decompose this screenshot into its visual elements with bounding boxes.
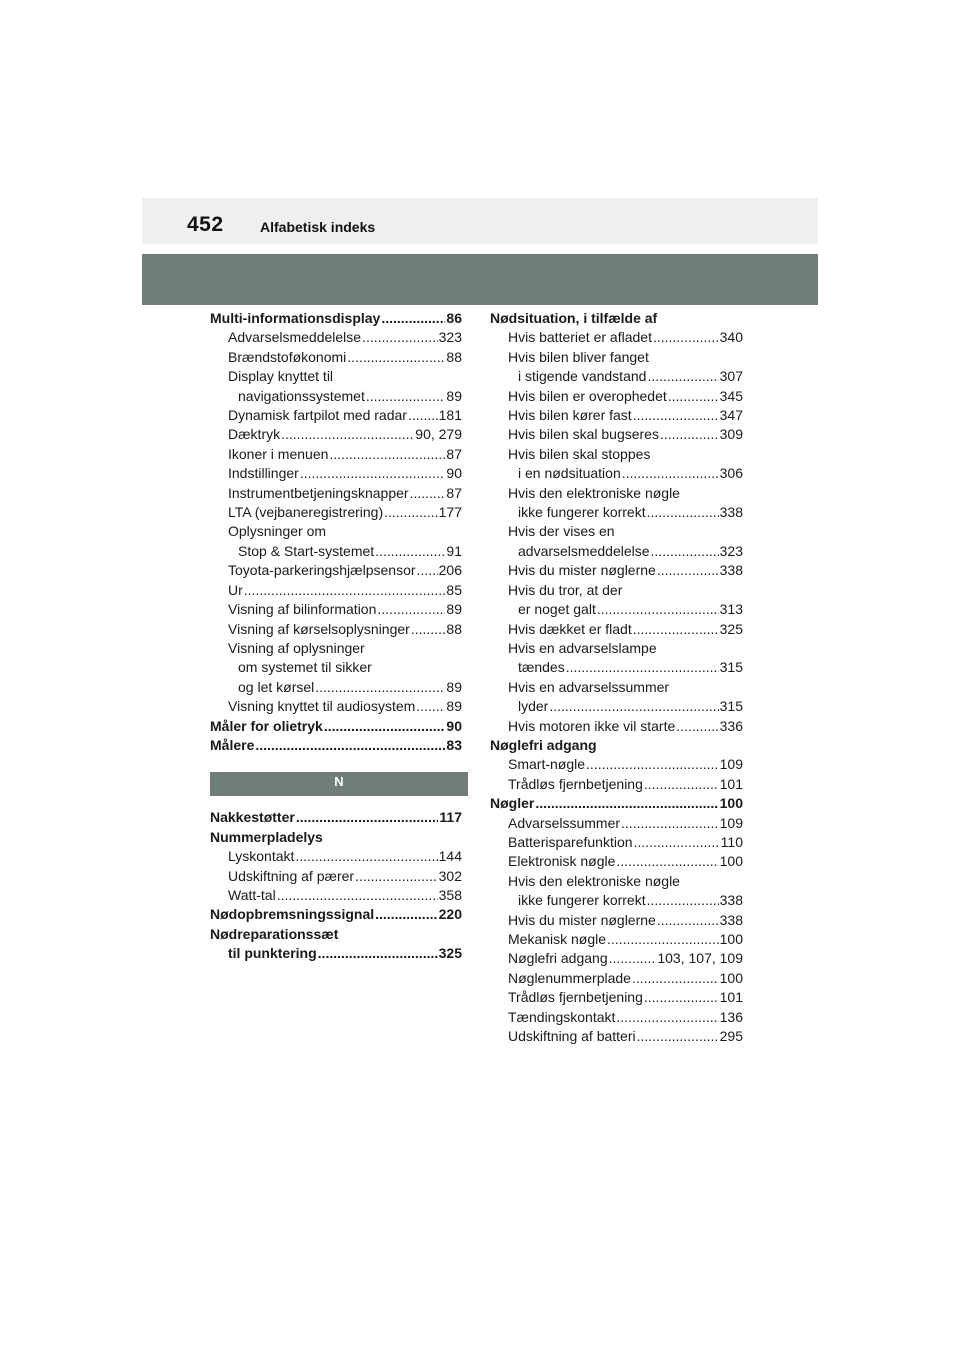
- index-entry: [210, 387, 462, 406]
- index-entry-label: Nøglefri adgang: [490, 736, 597, 753]
- dot-leader: [549, 697, 718, 716]
- dot-leader: [355, 867, 438, 886]
- index-entry-label: Visning af kørselsoplysninger: [228, 620, 410, 637]
- index-entry-label: ikke fungerer korrekt: [518, 504, 646, 521]
- index-entry-label: lyder: [518, 698, 549, 715]
- index-entry: [490, 852, 743, 871]
- dot-leader: [384, 503, 438, 522]
- index-entry-page: 340: [719, 329, 743, 346]
- index-entry: [210, 484, 462, 503]
- index-entry-label: Batterisparefunktion: [508, 833, 633, 850]
- index-entry: [210, 581, 462, 600]
- index-entry-page: 307: [719, 368, 743, 385]
- dot-leader: [607, 930, 719, 949]
- index-entry: [490, 639, 743, 658]
- index-entry: [210, 425, 462, 444]
- dot-leader: [347, 348, 445, 367]
- dot-leader: [566, 658, 719, 677]
- index-entry-page: 338: [719, 892, 743, 909]
- index-entry-page: 336: [719, 717, 743, 734]
- dot-leader: [616, 852, 718, 871]
- index-entry: [490, 833, 743, 852]
- dot-leader: [255, 736, 445, 755]
- dot-leader: [634, 833, 720, 852]
- dot-leader: [324, 717, 446, 736]
- index-entry-page: 323: [719, 542, 743, 559]
- index-entry-page: 338: [719, 504, 743, 521]
- dot-leader: [644, 775, 719, 794]
- index-entry: [490, 620, 743, 639]
- dot-leader: [535, 794, 718, 813]
- index-entry-label: Hvis den elektroniske nøgle: [508, 872, 680, 889]
- index-entry-page: 86: [446, 310, 462, 326]
- index-entry-label: Nødopbremsningssignal: [210, 906, 375, 923]
- index-entry-page: 109: [719, 814, 743, 831]
- index-entry-label: LTA (vejbaneregistrering): [228, 504, 384, 521]
- index-entry-label: Hvis en advarselslampe: [508, 639, 657, 656]
- index-entry-label: Hvis du mister nøglerne: [508, 911, 656, 928]
- dot-leader: [411, 620, 446, 639]
- index-entry-label: Advarselssummer: [508, 814, 621, 831]
- index-entry: [490, 717, 743, 736]
- index-entry: [210, 620, 462, 639]
- index-entry-label: Hvis du mister nøglerne: [508, 562, 656, 579]
- index-entry-label: Visning af oplysninger: [228, 639, 365, 656]
- index-entry: [210, 736, 462, 755]
- index-entry: [490, 736, 743, 755]
- index-entry-page: 358: [438, 886, 462, 903]
- dot-leader: [651, 542, 719, 561]
- index-entry: [210, 503, 462, 522]
- index-entry-page: 345: [719, 387, 743, 404]
- index-entry-label: Hvis bilen skal stoppes: [508, 445, 651, 462]
- index-column-left: [210, 309, 462, 964]
- index-entry-page: 325: [719, 620, 743, 637]
- index-entry: [490, 949, 743, 968]
- index-entry: [210, 678, 462, 697]
- index-entry: [490, 658, 743, 677]
- index-entry: [210, 309, 462, 328]
- dot-leader: [609, 949, 657, 968]
- index-entry-label: Udskiftning af pærer: [228, 867, 355, 884]
- dot-leader: [597, 600, 719, 619]
- index-entry-page: 100: [719, 795, 743, 812]
- index-entry-label: Nøgler: [490, 795, 535, 812]
- index-entry: [210, 348, 462, 367]
- index-entry: [490, 1027, 743, 1046]
- index-entry-label: Hvis bilen kører fast: [508, 407, 632, 424]
- index-entry: [490, 581, 743, 600]
- index-entry-label: tændes: [518, 659, 565, 676]
- dot-leader: [676, 717, 718, 736]
- dot-leader: [408, 406, 438, 425]
- letter-heading-n: N: [210, 772, 468, 796]
- index-entry: [210, 464, 462, 483]
- index-entry: [210, 445, 462, 464]
- dot-leader: [657, 911, 719, 930]
- dot-leader: [586, 755, 719, 774]
- dot-leader: [416, 697, 445, 716]
- index-entry: [210, 406, 462, 425]
- index-entry-label: Multi-informationsdisplay: [210, 310, 381, 326]
- index-entry-page: 100: [719, 853, 743, 870]
- index-entry: [210, 944, 462, 963]
- index-entry-page: 101: [719, 775, 743, 792]
- index-entry: [210, 639, 462, 658]
- letter-spacer: [210, 796, 462, 808]
- index-entry-label: Hvis du tror, at der: [508, 581, 623, 598]
- index-entry: [490, 464, 743, 483]
- index-entry-label: i en nødsituation: [518, 465, 621, 482]
- index-entry-label: Hvis dækket er fladt: [508, 620, 632, 637]
- index-entry-label: Stop & Start-systemet: [238, 542, 375, 559]
- index-entries-n: [210, 808, 462, 963]
- index-entry: [490, 814, 743, 833]
- index-entry-page: 220: [438, 906, 462, 923]
- index-entry-page: 109: [719, 756, 743, 773]
- index-entry-label: Smart-nøgle: [508, 756, 586, 773]
- index-entry-label: Instrumentbetjeningsknapper: [228, 484, 409, 501]
- dot-leader: [647, 367, 718, 386]
- dot-leader: [417, 561, 438, 580]
- index-entry: [490, 387, 743, 406]
- index-entry-label: og let kørsel: [238, 678, 315, 695]
- index-entry-page: 90: [446, 717, 462, 734]
- dot-leader: [300, 464, 446, 483]
- index-entry-label: Elektronisk nøgle: [508, 853, 616, 870]
- index-entry-label: Display knyttet til: [228, 368, 334, 385]
- dot-leader: [375, 905, 438, 924]
- page-number: 452: [187, 213, 224, 236]
- index-entry-label: Toyota-parkeringshjælpsensor: [228, 562, 416, 579]
- index-entry-label: Visning af bilinformation: [228, 601, 377, 618]
- dot-leader: [668, 387, 719, 406]
- index-entry-page: 100: [719, 969, 743, 986]
- index-entry-label: Oplysninger om: [228, 523, 327, 540]
- index-entry: [490, 697, 743, 716]
- index-entry-label: navigationssystemet: [238, 387, 365, 404]
- index-entry: [490, 445, 743, 464]
- dot-leader: [660, 425, 719, 444]
- header-band: [142, 198, 818, 244]
- index-entry-label: Hvis motoren ikke vil starte: [508, 717, 676, 734]
- index-entry-page: 89: [446, 698, 462, 715]
- index-entry-page: 206: [438, 562, 462, 579]
- dot-leader: [318, 944, 438, 963]
- index-entry-label: Måler for olietryk: [210, 717, 323, 734]
- dot-leader: [410, 484, 446, 503]
- index-entry-label: Indstillinger: [228, 465, 299, 482]
- index-entry: [210, 847, 462, 866]
- index-entry-page: 315: [719, 698, 743, 715]
- index-entry: [490, 1008, 743, 1027]
- index-entry: [490, 891, 743, 910]
- index-entry: [210, 522, 462, 541]
- index-entry-page: 338: [719, 911, 743, 928]
- index-entry-page: 325: [438, 945, 462, 962]
- index-entry-label: Lyskontakt: [228, 848, 295, 865]
- index-entry-page: 89: [446, 678, 462, 695]
- index-entry: [490, 872, 743, 891]
- dot-leader: [637, 1027, 719, 1046]
- index-entries-m: [210, 309, 462, 755]
- index-entry-page: 91: [446, 542, 462, 559]
- index-entry-page: 309: [719, 426, 743, 443]
- dot-leader: [647, 503, 719, 522]
- index-entry-page: 117: [439, 809, 462, 826]
- index-entry-page: 90, 279: [415, 426, 462, 443]
- index-entry-label: Trådløs fjernbetjening: [508, 775, 643, 792]
- index-entry-page: 100: [719, 931, 743, 947]
- index-entry: [490, 484, 743, 503]
- index-entries-right: [490, 309, 743, 1046]
- dot-leader: [281, 425, 414, 444]
- index-entry-label: Dæktryk: [228, 426, 281, 443]
- index-entry-page: 87: [446, 445, 462, 462]
- index-entry: [490, 522, 743, 541]
- index-entry: [490, 542, 743, 561]
- index-entry-label: Udskiftning af batteri: [508, 1028, 636, 1045]
- index-entry-page: 306: [719, 465, 743, 482]
- index-entry-page: 89: [446, 601, 462, 618]
- index-entry-page: 136: [719, 1008, 743, 1025]
- index-entry-page: 295: [719, 1028, 743, 1045]
- index-entry-page: 103, 107, 109: [657, 950, 743, 967]
- index-entry: [490, 348, 743, 367]
- index-entry-label: om systemet til sikker: [238, 659, 372, 676]
- index-entry: [490, 969, 743, 988]
- index-entry-label: Mekanisk nøgle: [508, 931, 607, 947]
- dot-leader: [366, 387, 446, 406]
- index-entry-page: 87: [446, 484, 462, 501]
- index-entry-label: Nødsituation, i tilfælde af: [490, 310, 658, 326]
- index-entry: [210, 697, 462, 716]
- index-entry: [490, 503, 743, 522]
- index-entry: [210, 828, 462, 847]
- dot-leader: [277, 886, 438, 905]
- index-entry-label: Hvis bilen er overophedet: [508, 387, 667, 404]
- dot-leader: [362, 328, 438, 347]
- index-entry: [490, 561, 743, 580]
- index-entry: [210, 561, 462, 580]
- index-entry-page: 110: [720, 833, 743, 850]
- dot-leader: [632, 969, 719, 988]
- index-entry-label: Advarselsmeddelelse: [228, 329, 362, 346]
- dot-leader: [621, 814, 719, 833]
- index-entry-label: Tændingskontakt: [508, 1008, 616, 1025]
- index-entry-label: ikke fungerer korrekt: [518, 892, 646, 909]
- dot-leader: [377, 600, 445, 619]
- dot-leader: [381, 309, 445, 328]
- index-entry-page: 177: [438, 504, 462, 521]
- dot-leader: [633, 406, 719, 425]
- index-column-right: [490, 309, 743, 1046]
- index-entry-label: Ur: [228, 581, 243, 598]
- index-entry: [490, 930, 743, 949]
- index-entry-label: Målere: [210, 736, 255, 753]
- index-entry: [490, 911, 743, 930]
- index-entry-page: 302: [438, 867, 462, 884]
- index-entry: [210, 925, 462, 944]
- index-entry-page: 88: [446, 348, 462, 365]
- dot-leader: [296, 808, 439, 827]
- index-entry: [490, 600, 743, 619]
- index-entry: [490, 309, 743, 328]
- index-entry: [210, 886, 462, 905]
- index-entry-page: 144: [438, 848, 462, 865]
- dot-leader: [647, 891, 719, 910]
- index-entry-page: 338: [719, 562, 743, 579]
- dot-leader: [375, 542, 445, 561]
- index-entry-page: 101: [719, 989, 743, 1006]
- index-entry-page: 85: [446, 581, 462, 598]
- index-entry-label: Visning knyttet til audiosystem: [228, 698, 416, 715]
- dot-leader: [633, 620, 719, 639]
- index-entry-label: Hvis batteriet er afladet: [508, 329, 652, 346]
- dot-leader: [644, 988, 719, 1007]
- index-entry-page: 88: [446, 620, 462, 637]
- index-entry-label: Hvis bilen skal bugseres: [508, 426, 659, 443]
- index-entry: [490, 367, 743, 386]
- index-entry-label: Hvis bilen bliver fanget: [508, 348, 649, 365]
- index-entry-label: Hvis den elektroniske nøgle: [508, 484, 680, 501]
- dot-leader: [315, 678, 445, 697]
- index-entry-page: 181: [438, 407, 462, 424]
- index-entry: [210, 542, 462, 561]
- dot-leader: [653, 328, 719, 347]
- dot-leader: [295, 847, 437, 866]
- index-entry: [210, 658, 462, 677]
- index-entry: [210, 600, 462, 619]
- index-entry: [490, 425, 743, 444]
- index-entry-label: advarselsmeddelelse: [518, 542, 650, 559]
- dot-leader: [244, 581, 446, 600]
- dot-leader: [657, 561, 719, 580]
- index-entry-label: Watt-tal: [228, 886, 276, 903]
- index-entry-label: Nummerpladelys: [210, 828, 323, 845]
- index-entry: [490, 775, 743, 794]
- index-entry: [490, 328, 743, 347]
- index-entry-label: Hvis en advarselssummer: [508, 678, 670, 695]
- index-entry-label: Trådløs fjernbetjening: [508, 989, 643, 1006]
- index-entry: [490, 794, 743, 813]
- index-entry: [490, 406, 743, 425]
- index-entry-label: til punktering: [228, 945, 317, 962]
- index-entry: [490, 755, 743, 774]
- index-entry-label: Nøglenummerplade: [508, 969, 631, 986]
- index-entry-page: 347: [719, 407, 743, 424]
- index-entry-label: er noget galt: [518, 601, 596, 618]
- index-entry: [490, 988, 743, 1007]
- index-entry-label: Nakkestøtter: [210, 809, 295, 826]
- index-entry: [210, 717, 462, 736]
- index-entry-page: 90: [446, 465, 462, 482]
- index-entry-label: Nødreparationssæt: [210, 925, 339, 942]
- section-title: Alfabetisk indeks: [260, 219, 376, 235]
- index-entry-page: 315: [719, 659, 743, 676]
- dot-leader: [622, 464, 719, 483]
- index-entry-page: 323: [438, 329, 462, 346]
- index-entry-label: Ikoner i menuen: [228, 445, 329, 462]
- index-entry: [210, 367, 462, 386]
- index-entry: [210, 867, 462, 886]
- dot-leader: [616, 1008, 718, 1027]
- index-entry: [210, 328, 462, 347]
- index-entry-label: Dynamisk fartpilot med radar: [228, 407, 407, 424]
- index-entry-label: Nøglefri adgang: [508, 950, 608, 967]
- index-entry-label: i stigende vandstand: [518, 368, 647, 385]
- index-entry: [210, 808, 462, 827]
- index-entry: [490, 678, 743, 697]
- index-entry: [210, 905, 462, 924]
- index-entry-label: Brændstoføkonomi: [228, 348, 347, 365]
- index-entry-page: 313: [719, 601, 743, 618]
- index-entry-label: Hvis der vises en: [508, 523, 615, 540]
- index-entry-page: 83: [446, 736, 462, 753]
- index-entry-page: 89: [446, 387, 462, 404]
- dot-leader: [329, 445, 445, 464]
- header-dark-band: [142, 254, 818, 305]
